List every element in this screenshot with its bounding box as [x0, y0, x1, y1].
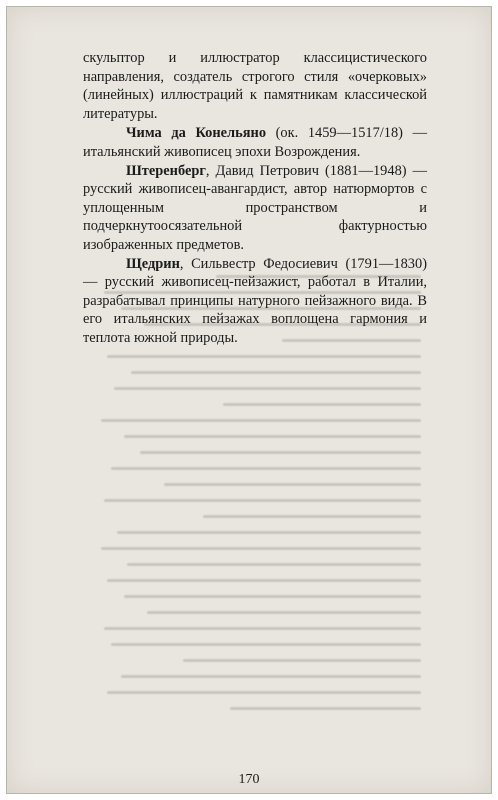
entry-sterenberg	[83, 162, 427, 255]
entry-name: Щедрин	[126, 255, 180, 272]
book-page	[6, 6, 492, 794]
entry-shchedrin	[83, 255, 427, 348]
entry-name: Чима да Конельяно	[126, 125, 267, 142]
page-number: 170	[238, 772, 260, 787]
entry-name: Штеренберг	[126, 162, 206, 179]
entry-text: , Давид Петрович (1881—1948) — русский живописец-авангардист, автор натюрмортов с уплощенным пространством и подчеркнутоосязательной фактурностью изображенных предметов.	[83, 162, 427, 253]
text-column	[83, 49, 427, 348]
paragraph-continuation	[83, 49, 427, 123]
entry-text: , Сильвестр Федосиевич (1791—1830) — русский живописец-пейзажист, работал в Италии, разрабатывал принципы натурного пейзажного вида. В его итальянских пейзажах воплощена гармония и теплота южной природы.	[83, 255, 427, 346]
paragraph-text: скульптор и иллюстратор классицистического направления, создатель строгого стиля «очерковых» (линейных) иллюстраций к памятникам классической литературы.	[83, 50, 427, 122]
entry-cima-da-conegliano	[83, 124, 427, 161]
entry-text: (ок. 1459—1517/18) — итальянский живописец эпохи Возрождения.	[83, 125, 427, 160]
